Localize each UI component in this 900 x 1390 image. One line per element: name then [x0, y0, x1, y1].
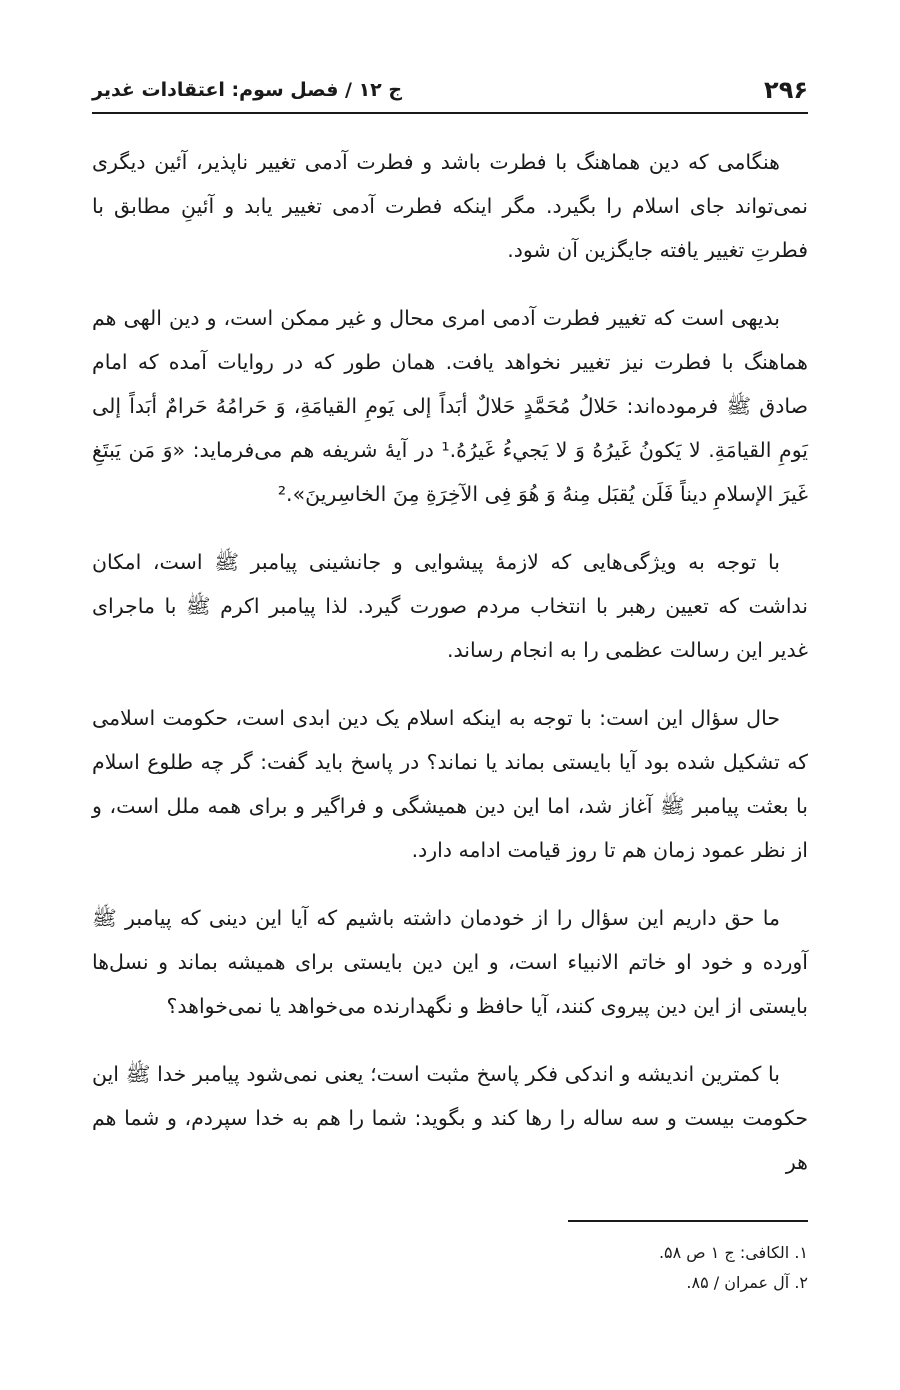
paragraph-4: حال سؤال این است: با توجه به اینکه اسلام یک دین ابدی است، حکومت اسلامی که تشکیل شده بود آیا بایستی بماند یا نماند؟ در پاسخ باید گفت: گر چه طلوع اسلام با بعثت پیامبر ﷺ آغاز شد، اما این دین همیشگی و فراگیر و برای همه ملل است، و از نظر عمود زمان هم تا روز قیامت ادامه دارد. [92, 706, 808, 862]
page-header [92, 68, 808, 114]
page-number: ۲۹۶ [764, 76, 808, 104]
paragraph-3: با توجه به ویژگی‌هایی که لازمهٔ پیشوایی و جانشینی پیامبر ﷺ است، امکان نداشت که تعیین رهبر با انتخاب مردم صورت گیرد. لذا پیامبر اکرم ﷺ با ماجرای غدیر این رسالت عظمی را به انجام رساند. [92, 550, 808, 662]
paragraph-2: بدیهی است که تغییر فطرت آدمی امری محال و غیر ممکن است، و دین الهی هم هماهنگ با فطرت نیز تغییر نخواهد یافت. همان طور که در روایات آمده که امام صادق ﷺ فرموده‌اند: حَلالُ مُحَمَّدٍ حَلالٌ أبَداً إلى يَومِ القيامَةِ، وَ حَرامُهُ حَرامٌ أبَداً إلى يَومِ القيامَةِ. لا يَكونُ غَيرُهُ وَ لا يَجيءُ غَيرُهُ.¹ در آیهٔ شریفه هم می‌فرماید: «وَ مَن يَبتَغِ غَيرَ الإسلامِ ديناً فَلَن يُقبَل مِنهُ وَ هُوَ فِى الآخِرَةِ مِنَ الخاسِرينَ».² [92, 306, 809, 506]
running-head: ج ۱۲ / فصل سوم: اعتقادات غدیر [92, 79, 403, 101]
book-page [92, 0, 808, 1390]
footnote-divider [568, 1220, 808, 1222]
paragraph-5: ما حق داریم این سؤال را از خودمان داشته باشیم که آیا این دینی که پیامبر ﷺ آورده و خود او خاتم الانبیاء است، و این دین بایستی برای همیشه بماند و نسل‌ها بایستی از این دین پیروی کنند، آیا حافظ و نگهدارنده می‌خواهد یا نمی‌خواهد؟ [92, 906, 808, 1018]
paragraph-6: با کمترین اندیشه و اندکی فکر پاسخ مثبت است؛ یعنی نمی‌شود پیامبر خدا ﷺ این حکومت بیست و سه ساله را رها کند و بگوید: شما را هم به خدا سپردم، و شما هم هر [92, 1062, 808, 1174]
footnotes [92, 1238, 808, 1298]
body-text [92, 140, 808, 1208]
footnote-2: ۲. آل عمران / ۸۵. [686, 1273, 808, 1292]
paragraph-1: هنگامی که دین هماهنگ با فطرت باشد و فطرت آدمی تغییر ناپذیر، آئین دیگری نمی‌تواند جای اسلام را بگیرد. مگر اینکه فطرت آدمی تغییر یابد و آئینِ مطابق با فطرتِ تغییر یافته جایگزین آن شود. [92, 150, 808, 262]
footnote-1: ۱. الکافی: ج ۱ ص ۵۸. [658, 1243, 808, 1262]
